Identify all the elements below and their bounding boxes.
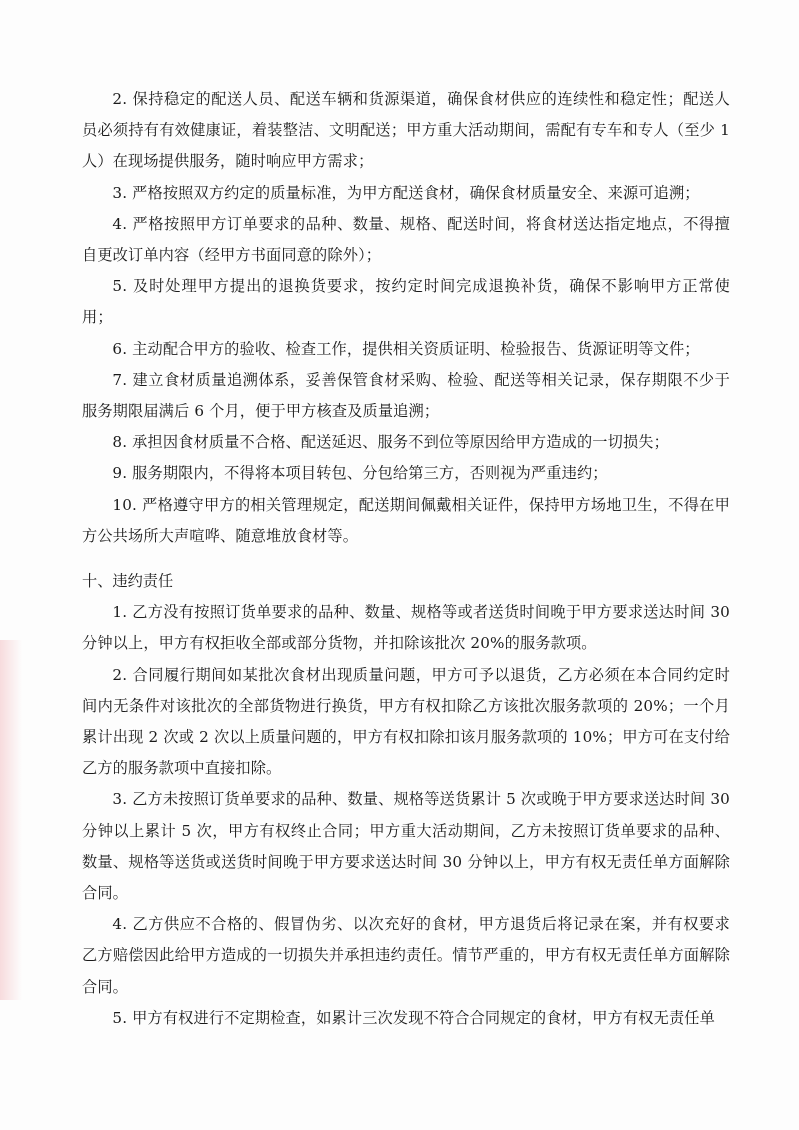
obligation-item-10: 10. 严格遵守甲方的相关管理规定，配送期间佩戴相关证件，保持甲方场地卫生，不得在甲方公共场所大声喧哗、随意堆放食材等。	[82, 495, 730, 545]
section-heading-breach-liability: 十、违约责任	[82, 572, 174, 591]
obligation-item-8: 8. 承担因食材质量不合格、配送延迟、服务不到位等原因给甲方造成的一切损失；	[112, 433, 669, 452]
obligation-item-4: 4. 严格按照甲方订单要求的品种、数量、规格、配送时间，将食材送达指定地点，不得擅自更改订单内容（经甲方书面同意的除外）；	[82, 214, 730, 265]
obligation-item-9: 9. 服务期限内，不得将本项目转包、分包给第三方，否则视为严重违约；	[112, 464, 608, 483]
obligation-item-7: 7. 建立食材质量追溯体系，妥善保管食材采购、检验、配送等相关记录，保存期限不少于服务期限届满后 6 个月，便于甲方核查及质量追溯；	[82, 370, 730, 421]
obligation-item-5: 5. 及时处理甲方提出的退换货要求，按约定时间完成退换补货，确保不影响甲方正常使用；	[82, 277, 730, 327]
breach-item-1: 1. 乙方没有按照订货单要求的品种、数量、规格等或者送货时间晚于甲方要求送达时间 30 分钟以上，甲方有权拒收全部或部分货物，并扣除该批次 20%的服务款项。	[82, 603, 730, 653]
obligation-item-6: 6. 主动配合甲方的验收、检查工作，提供相关资质证明、检验报告、货源证明等文件；	[112, 339, 700, 358]
obligation-item-3: 3. 严格按照双方约定的质量标准，为甲方配送食材，确保食材质量安全、来源可追溯；	[112, 183, 700, 202]
seal-stamp-edge	[0, 640, 22, 1000]
breach-item-3: 3. 乙方未按照订货单要求的品种、数量、规格等送货累计 5 次或晚于甲方要求送达时间 30 分钟以上累计 5 次，甲方有权终止合同；甲方重大活动期间，乙方未按照订货单要求的品种、数量、规格等送货或送货时间晚于甲方要求送达时间 30 分钟以上，甲方有权无责任单方面解除合同。	[82, 790, 730, 903]
breach-item-2: 2. 合同履行期间如某批次食材出现质量问题，甲方可予以退货，乙方必须在本合同约定时间内无条件对该批次的全部货物进行换货，甲方有权扣除乙方该批次服务款项的 20%；一个月累计出现 2 次或 2 次以上质量问题的，甲方有权扣除扣该月服务款项的 10%；甲方可在支付给乙方的服务款项中直接扣除。	[82, 665, 730, 778]
breach-item-4: 4. 乙方供应不合格的、假冒伪劣、以次充好的食材，甲方退货后将记录在案，并有权要求乙方赔偿因此给甲方造成的一切损失并承担违约责任。情节严重的，甲方有权无责任单方面解除合同。	[82, 915, 730, 996]
breach-item-5: 5. 甲方有权进行不定期检查，如累计三次发现不符合合同规定的食材，甲方有权无责任单	[112, 1008, 715, 1027]
obligation-item-2: 2. 保持稳定的配送人员、配送车辆和货源渠道，确保食材供应的连续性和稳定性；配送人员必须持有有效健康证，着装整洁、文明配送；甲方重大活动期间，需配有专车和专人（至少 1 人）在现场提供服务，随时响应甲方需求；	[82, 90, 730, 171]
document-body	[82, 84, 730, 1034]
